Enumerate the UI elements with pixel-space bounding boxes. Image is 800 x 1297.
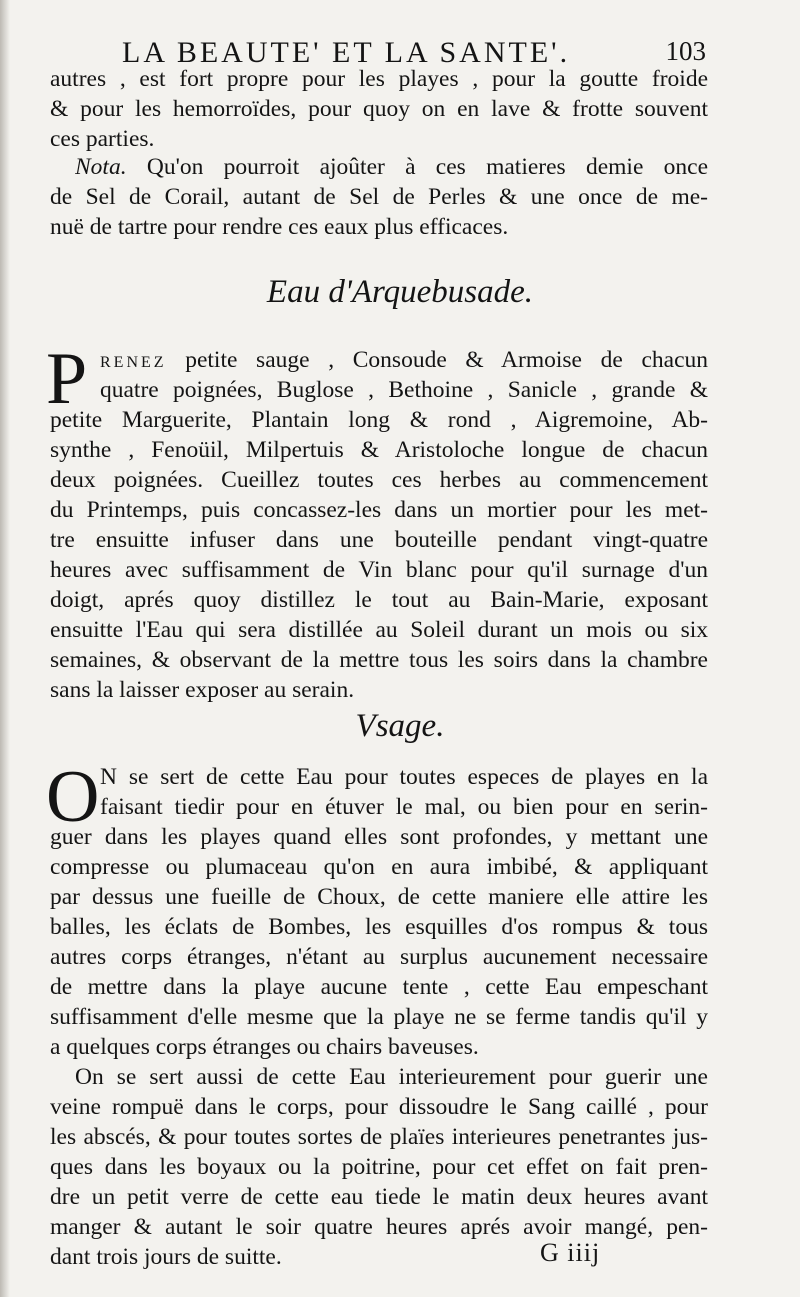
- text-line: de mettre dans la playe aucune tente , cette Eau empeschant: [50, 974, 708, 1000]
- text-line: de Sel de Corail, autant de Sel de Perles & une once de me-: [50, 184, 708, 210]
- text-line: compresse ou plumaceau qu'on en aura imbibé, & appliquant: [50, 854, 708, 880]
- running-title: LA BEAUTE' ET LA SANTE'.: [122, 36, 571, 69]
- section-heading: Vsage.: [355, 708, 445, 744]
- text-line: autres , est fort propre pour les playes , pour la goutte froide: [50, 66, 708, 92]
- text-line: dant trois jours de suitte.: [50, 1244, 282, 1270]
- page-edge-shadow: [0, 0, 10, 1297]
- text-line: petite sauge , Consoude & Armoise de chacun: [185, 347, 708, 373]
- drop-capital: O: [46, 756, 100, 838]
- text-line: tre ensuitte infuser dans une bouteille pendant vingt-quatre: [50, 527, 708, 553]
- text-line: heures avec suffisamment de Vin blanc pour qu'il surnage d'un: [50, 557, 708, 583]
- text-line: nuë de tartre pour rendre ces eaux plus efficaces.: [50, 214, 509, 240]
- text-line: balles, les éclats de Bombes, les esquilles d'os rompus & tous: [50, 914, 708, 940]
- page-number: 103: [665, 36, 706, 66]
- signature-mark: G iiij: [540, 1238, 601, 1267]
- text-line: deux poignées. Cueillez toutes ces herbes au commencement: [50, 467, 708, 493]
- text-line: synthe , Fenoüil, Milpertuis & Aristoloche longue de chacun: [50, 437, 708, 463]
- text-line: suffisamment d'elle mesme que la playe ne se ferme tandis qu'il y: [50, 1004, 708, 1030]
- text-line: les abscés, & pour toutes sortes de plaïes interieures penetrantes jus-: [50, 1124, 708, 1150]
- text-line: petite Marguerite, Plantain long & rond , Aigremoine, Ab-: [50, 407, 708, 433]
- text-line-first: [100, 345, 708, 375]
- first-word: renez: [100, 347, 167, 373]
- text-line: On se sert aussi de cette Eau interieurement pour guerir une: [75, 1064, 708, 1090]
- text-line: manger & autant le soir quatre heures aprés avoir mangé, pen-: [50, 1214, 708, 1240]
- text-line: faisant tiedir pour en étuver le mal, ou bien pour en serin-: [100, 794, 708, 820]
- text-line: Qu'on pourroit ajoûter à ces matieres demie once: [146, 154, 708, 180]
- text-line: dre un petit verre de cette eau tiede le matin deux heures avant: [50, 1184, 708, 1210]
- text-line: N se sert de cette Eau pour toutes especes de playes en la: [100, 764, 708, 790]
- text-line: ces parties.: [50, 126, 155, 152]
- text-line: veine rompuë dans le corps, pour dissoudre le Sang caillé , pour: [50, 1094, 708, 1120]
- text-line: sans la laisser exposer au serain.: [50, 677, 355, 703]
- text-line: doigt, aprés quoy distillez le tout au Bain-Marie, exposant: [50, 587, 708, 613]
- text-line: par dessus une fueille de Choux, de cette maniere elle attire les: [50, 884, 708, 910]
- text-line: du Printemps, puis concassez-les dans un mortier pour les met-: [50, 497, 708, 523]
- text-line: ensuitte l'Eau qui sera distillée au Soleil durant un mois ou six: [50, 617, 708, 643]
- nota-first-line: [75, 152, 708, 182]
- text-line: ques dans les boyaux ou la poitrine, pour cet effet on fait pren-: [50, 1154, 708, 1180]
- text-line: semaines, & observant de la mettre tous les soirs dans la chambre: [50, 647, 708, 673]
- text-line: quatre poignées, Buglose , Bethoine , Sanicle , grande &: [100, 377, 708, 403]
- text-line: a quelques corps étranges ou chairs baveuses.: [50, 1034, 479, 1060]
- nota-label: Nota.: [75, 154, 127, 180]
- text-line: autres corps étranges, n'étant au surplus aucunement necessaire: [50, 944, 708, 970]
- drop-capital: P: [46, 338, 88, 420]
- text-line: & pour les hemorroïdes, pour quoy on en lave & frotte souvent: [50, 96, 708, 122]
- section-heading: Eau d'Arquebusade.: [266, 274, 534, 310]
- text-line: guer dans les playes quand elles sont profondes, y mettant une: [50, 824, 708, 850]
